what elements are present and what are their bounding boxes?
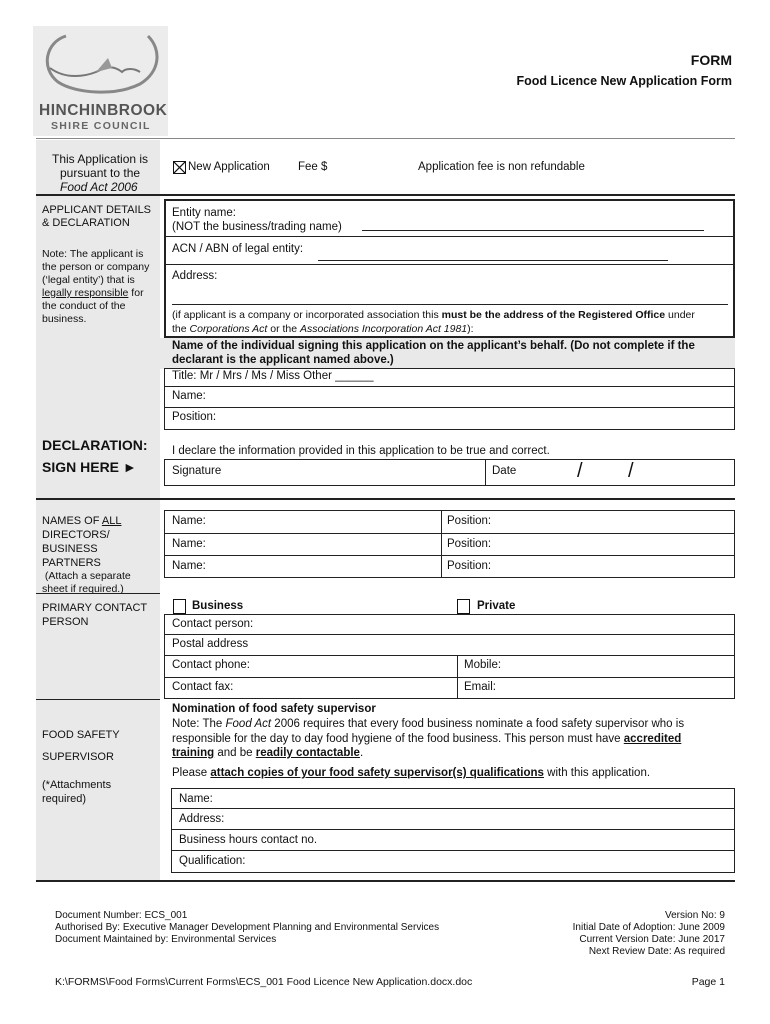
private-label: Private	[477, 600, 516, 612]
form-title: Food Licence New Application Form	[516, 74, 732, 88]
fee-note: Application fee is non refundable	[418, 161, 585, 173]
footer-left	[55, 910, 439, 946]
directors-label: NAMES OF ALL DIRECTORS/ BUSINESS PARTNERS (Attach a separate sheet if required.)	[42, 515, 131, 595]
applicant-title-1: APPLICANT DETAILS	[42, 204, 152, 216]
declarant-position-label: Position:	[172, 411, 217, 423]
contact-fax-field[interactable]: Contact fax:	[172, 681, 234, 693]
council-logo	[33, 26, 168, 136]
row-divider	[165, 236, 734, 237]
section-divider	[36, 593, 160, 594]
director-name-1[interactable]: Name:	[172, 515, 206, 527]
authorised-by: Authorised By: Executive Manager Development Planning and Environmental Services	[55, 922, 440, 933]
private-checkbox[interactable]	[457, 599, 470, 614]
cell-divider	[485, 460, 486, 485]
footer-right	[573, 910, 725, 958]
row-divider	[165, 555, 734, 556]
pursuant-divider	[36, 194, 735, 196]
contact-person-field[interactable]: Contact person:	[172, 618, 254, 630]
supervisor-name-field[interactable]: Name:	[179, 793, 213, 805]
row-divider	[165, 655, 734, 656]
supervisor-qualification-field[interactable]: Qualification:	[179, 855, 246, 867]
declaration-statement: I declare the information provided in this application to be true and correct.	[172, 445, 550, 457]
row-divider	[165, 634, 734, 635]
director-name-3[interactable]: Name:	[172, 560, 206, 572]
new-application-checkbox[interactable]	[173, 161, 186, 174]
acn-label: ACN / ABN of legal entity:	[172, 243, 304, 255]
contact-title-1: PRIMARY CONTACT	[42, 602, 148, 614]
applicant-note: Note: The applicant is the person or company (‘legal entity’) that is legally responsible for the conduct of the business.	[42, 248, 150, 325]
row-divider	[172, 850, 734, 851]
next-review-date: Next Review Date: As required	[588, 946, 725, 957]
form-bottom-divider	[36, 880, 735, 882]
entity-name-sub: (NOT the business/trading name)	[172, 221, 342, 233]
logo-name: HINCHINBROOK	[39, 102, 168, 119]
current-version-date: Current Version Date: June 2017	[579, 934, 725, 945]
pursuant-line1: This Application is	[52, 152, 149, 166]
header-divider	[36, 138, 735, 139]
supervisor-title-4: required)	[42, 793, 87, 805]
row-divider	[165, 533, 734, 534]
document-number: Document Number: ECS_001	[55, 910, 188, 921]
row-divider	[165, 407, 734, 408]
contact-phone-field[interactable]: Contact phone:	[172, 659, 251, 671]
director-name-2[interactable]: Name:	[172, 538, 206, 550]
applicant-title-2: & DECLARATION	[42, 217, 130, 229]
supervisor-address-field[interactable]: Address:	[179, 813, 225, 825]
adoption-date: Initial Date of Adoption: June 2009	[572, 922, 725, 933]
sign-here-label: SIGN HERE ►	[42, 459, 137, 475]
fee-label: Fee $	[298, 161, 328, 173]
file-path: K:\FORMS\Food Forms\Current Forms\ECS_001 Food Licence New Application.docx.doc	[55, 976, 473, 988]
title-options[interactable]: Title: Mr / Mrs / Ms / Miss Other ______	[172, 370, 374, 382]
supervisor-table	[171, 788, 735, 873]
row-divider	[165, 677, 734, 678]
checked-cross-icon	[174, 162, 185, 173]
email-field[interactable]: Email:	[464, 681, 496, 693]
supervisor-heading: Nomination of food safety supervisor	[172, 703, 376, 715]
contact-title-2: PERSON	[42, 616, 89, 628]
row-divider	[172, 829, 734, 830]
business-label: Business	[192, 600, 244, 612]
date-field[interactable]: Date	[492, 465, 517, 477]
logo-subtitle: SHIRE COUNCIL	[51, 120, 151, 132]
postal-address-field[interactable]: Postal address	[172, 638, 249, 650]
declaration-title: DECLARATION:	[42, 437, 148, 453]
entity-name-label: Entity name:	[172, 207, 236, 219]
row-divider	[172, 808, 734, 809]
pursuant-line2: pursuant to the	[60, 166, 141, 180]
date-slash-1: /	[577, 460, 583, 482]
version-number: Version No: 9	[664, 910, 725, 921]
attach-qualifications-note: Please attach copies of your food safety supervisor(s) qualifications with this application.	[172, 767, 651, 779]
declarant-note: Name of the individual signing this application on the applicant’s behalf. (Do not complete if the declarant is the applicant named above.)	[172, 340, 695, 366]
entity-name-field[interactable]	[362, 230, 704, 231]
maintained-by: Document Maintained by: Environmental Services	[55, 934, 277, 945]
new-application-label: New Application	[188, 161, 270, 173]
address-label: Address:	[172, 270, 218, 282]
page-number: Page 1	[691, 976, 725, 988]
supervisor-hours-field[interactable]: Business hours contact no.	[179, 834, 318, 846]
cell-divider	[441, 511, 442, 577]
signature-box	[164, 459, 735, 486]
date-slash-2: /	[628, 460, 634, 482]
signature-field[interactable]: Signature	[172, 465, 222, 477]
supervisor-note: Note: The Food Act 2006 requires that every food business nominate a food safety supervisor who is responsible for the day to day food hygiene of the food business. This person must have accredited training and be readily contactable.	[172, 718, 685, 759]
business-checkbox[interactable]	[173, 599, 186, 614]
mobile-field[interactable]: Mobile:	[464, 659, 502, 671]
director-position-1[interactable]: Position:	[447, 515, 492, 527]
registered-office-note: (if applicant is a company or incorporated association this must be the address of the Registered Office under the Corporations Act or the Associations Incorporation Act 1981):	[172, 309, 695, 335]
form-label: FORM	[690, 52, 732, 68]
supervisor-title-1: FOOD SAFETY	[42, 729, 120, 741]
supervisor-title-3: (*Attachments	[42, 779, 112, 791]
director-position-3[interactable]: Position:	[447, 560, 492, 572]
bird-emblem-icon	[36, 28, 166, 100]
supervisor-title-2: SUPERVISOR	[42, 751, 114, 763]
row-divider	[165, 386, 734, 387]
declaration-divider	[36, 498, 735, 500]
row-divider	[165, 264, 734, 265]
section-divider	[36, 699, 160, 700]
pursuant-act: Food Act 2006	[60, 180, 138, 194]
acn-field[interactable]	[318, 260, 668, 261]
director-position-2[interactable]: Position:	[447, 538, 492, 550]
address-field[interactable]	[172, 304, 728, 305]
declarant-name-label: Name:	[172, 390, 206, 402]
